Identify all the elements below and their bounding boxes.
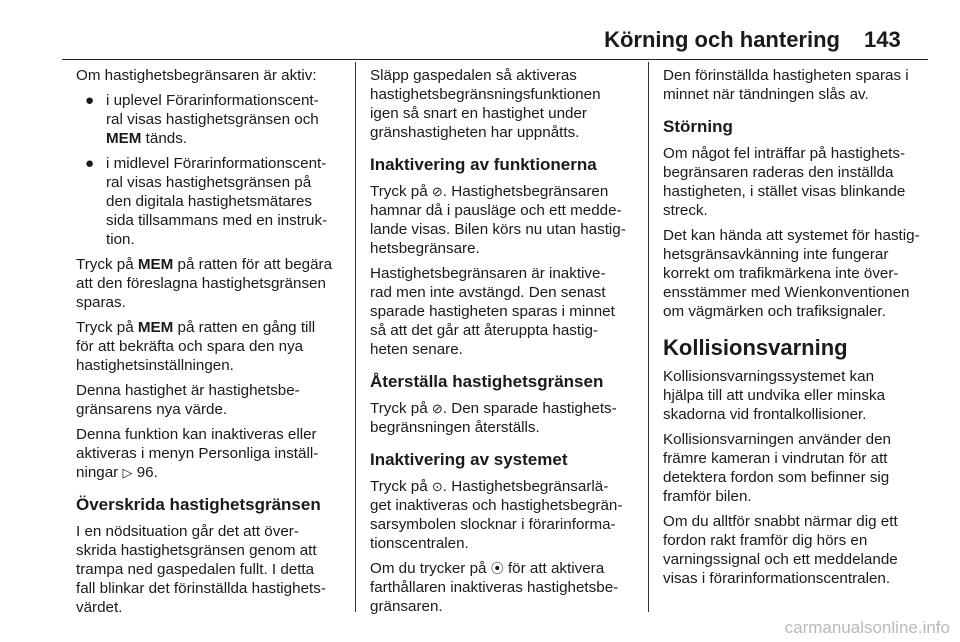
paragraph: Kollisionsvarningen använder den främre kameran i vindrutan för att detektera fordon som befinner sig framför bilen.: [663, 431, 891, 505]
paragraph: Om något fel inträffar på hastighets- begränsaren raderas den inställda hastigheten, i stället visas blinkande streck.: [663, 145, 906, 219]
column-3: [663, 66, 925, 594]
paragraph: Det kan hända att systemet för hastig- hetsgränsavkänning inte fungerar korrekt om trafikmärkena inte över- ensstämmer med Wienkonventionen om vägmärken och trafiksignaler.: [663, 227, 920, 320]
paragraph: I en nödsituation går det att över- skrida hastighetsgränsen genom att trampa ned gaspedalen fullt. I detta fall blinkar det förinställda hastighets- värdet.: [76, 523, 326, 616]
page-header: [0, 0, 960, 58]
paragraph: Tryck på ⊘. Hastighetsbegränsaren hamnar då i pausläge och ett medde- lande visas. Bilen körs nu utan hastig- hetsbegränsare.: [370, 183, 626, 257]
column-1: [76, 66, 344, 623]
paragraph: Kollisionsvarningssystemet kan hjälpa till att undvika eller minska skadorna vid frontalkollisioner.: [663, 368, 886, 423]
speed-limiter-icon: ⊙: [431, 479, 443, 494]
section-heading: Överskrida hastighetsgränsen: [76, 495, 321, 514]
speedometer-pause-icon: ⊘: [431, 184, 443, 199]
paragraph: Denna hastighet är hastighetsbe- gränsarens nya värde.: [76, 382, 300, 418]
column-divider: [648, 62, 649, 612]
bullet-icon: ●: [85, 155, 95, 172]
paragraph: Tryck på MEM på ratten en gång till för att bekräfta och spara den nya hastighetsinställningen.: [76, 319, 316, 374]
section-title: Körning och hantering: [604, 27, 840, 52]
paragraph: Tryck på ⊙. Hastighetsbegränsarlä- get inaktiveras och hastighetsbegrän- sarsymbolen slocknar i förarinforma- tionscentralen.: [370, 478, 623, 552]
paragraph: Den förinställda hastigheten sparas i minnet när tändningen slås av.: [663, 67, 909, 103]
paragraph: Om du trycker på ⦿ för att aktivera farthållaren inaktiveras hastighetsbe- gränsaren.: [370, 560, 619, 615]
paragraph: Om du alltför snabbt närmar dig ett fordon rakt framför dig hörs en varningssignal och ett meddelande visas i förarinformationscentralen.: [663, 513, 898, 587]
paragraph: Denna funktion kan inaktiveras eller aktiveras i menyn Personliga inställ- ningar ▷ 96.: [76, 426, 319, 481]
section-heading: Inaktivering av funktionerna: [370, 155, 597, 174]
page-number: 143: [864, 27, 901, 52]
section-heading: Inaktivering av systemet: [370, 450, 568, 469]
page-reference[interactable]: 96: [136, 464, 154, 481]
bullet-icon: ●: [85, 92, 95, 109]
paragraph: Hastighetsbegränsaren är inaktive- rad men inte avstängd. Den senast sparade hastigheten sparas i minnet så att det går att återuppta hastig- heten senare.: [370, 265, 615, 358]
list-item: ● i midlevel Förarinformationscent- ral visas hastighetsgränsen på den digitala hastighetsmätares sida tillsammans med en instruk- tion.: [85, 155, 328, 248]
speedometer-resume-icon: ⊘: [431, 401, 443, 416]
watermark: carmanualsonline.info: [784, 618, 950, 637]
column-2: [370, 66, 632, 622]
chapter-heading: Kollisionsvarning: [663, 335, 848, 360]
paragraph: Släpp gaspedalen så aktiveras hastighetsbegränsningsfunktionen igen så snart en hastighet under gränshastigheten har uppnåtts.: [370, 67, 601, 141]
column-divider: [355, 62, 356, 612]
cruise-control-icon: ⦿: [490, 561, 504, 576]
list-item: ● i uplevel Förarinformationscent- ral visas hastighetsgränsen och MEM tänds.: [85, 92, 319, 147]
section-heading: Återställa hastighetsgränsen: [370, 372, 604, 391]
page-reference-icon[interactable]: ▷: [122, 465, 133, 480]
section-heading: Störning: [663, 117, 733, 136]
paragraph: Tryck på ⊘. Den sparade hastighets- begränsningen återställs.: [370, 400, 617, 436]
header-rule: [62, 59, 928, 60]
paragraph: Tryck på MEM på ratten för att begära att den föreslagna hastighetsgränsen sparas.: [76, 256, 333, 311]
paragraph: Om hastighetsbegränsaren är aktiv:: [76, 67, 317, 84]
